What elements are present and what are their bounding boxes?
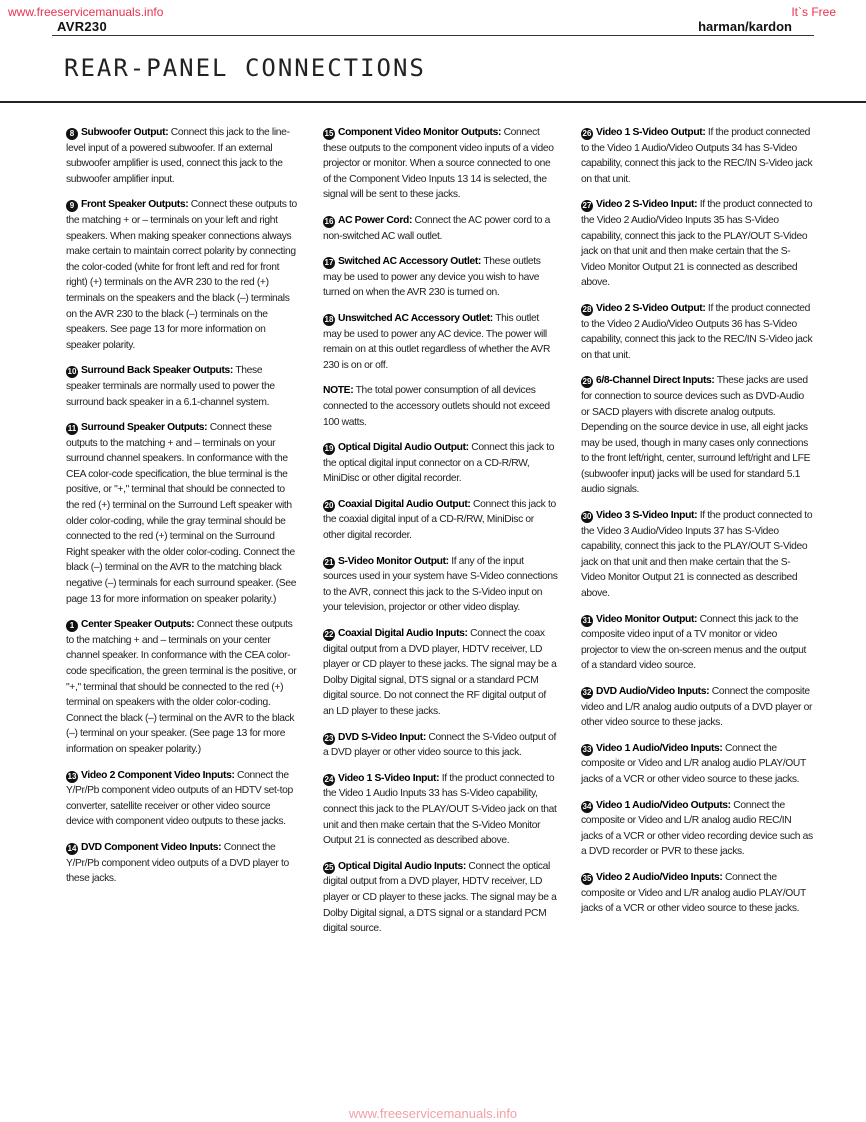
connection-item: [323, 383, 558, 430]
callout-number-icon: 20: [324, 500, 334, 510]
connection-description: If the product connected to the Video 2 Audio/Video Inputs 35 has S-Video capability, connect this jack to the PLAY/OUT S-Video jack on that unit and then make certain that the S-Video Monitor Output 21 is connected as described above.: [581, 199, 813, 289]
connection-item: [581, 301, 814, 363]
callout-number-icon: 23: [324, 733, 334, 743]
connection-label: Surround Speaker Outputs:: [81, 422, 208, 434]
connection-item: [581, 870, 814, 917]
callout-number-icon: 19: [324, 444, 334, 454]
callout-number-icon: 35: [582, 873, 592, 883]
connection-item: [323, 497, 558, 544]
connection-item: [581, 508, 814, 602]
connection-item: [581, 125, 814, 187]
connection-label: Video 2 S-Video Output:: [596, 302, 706, 314]
callout-number-icon: 28: [582, 304, 592, 314]
connection-description: Connect this jack to the composite video input of a TV monitor or video projector to view the on-screen menus and the output of a standard video source.: [581, 613, 807, 672]
callout-number-icon: 15: [324, 129, 334, 138]
connection-description: Connect the composite video and L/R analog audio outputs of a DVD player or other video source to these jacks.: [581, 686, 813, 729]
connection-label: DVD S-Video Input:: [338, 731, 426, 743]
connection-item: [323, 254, 558, 301]
callout-number-icon: 18: [324, 314, 334, 324]
watermark-top-left: www.freeservicemanuals.info: [8, 5, 164, 19]
connection-item: [581, 197, 814, 291]
connection-label: NOTE:: [323, 385, 354, 397]
connection-item: [581, 741, 814, 788]
connection-description: Connect the S-Video output of a DVD player or other video source to this jack.: [323, 731, 557, 759]
callout-number-icon: 16: [324, 216, 334, 226]
connection-label: Video 1 Audio/Video Outputs:: [596, 799, 731, 811]
connection-item: [323, 626, 558, 720]
connection-description: Connect the optical digital output from a DVD player, HDTV receiver, LD player or CD player to these jacks. The signal may be a Dolby Digital signal, a DTS signal or a standard PCM digital source.: [323, 860, 557, 935]
connection-description: If the product connected to the Video 1 Audio/Video Outputs 34 has S-Video capability, connect this jack to the REC/IN S-Video jack on that unit.: [581, 127, 813, 185]
connection-label: Video 3 S-Video Input:: [596, 510, 698, 522]
callout-number-icon: 30: [582, 512, 592, 522]
connection-label: S-Video Monitor Output:: [338, 555, 449, 567]
connection-item: [581, 798, 814, 860]
callout-number-icon: 21: [324, 557, 334, 567]
connection-item: [66, 197, 298, 353]
title-rule: [0, 101, 866, 103]
column-1: [66, 125, 298, 897]
connection-description: Connect these outputs to the matching + or – terminals on your left and right speakers. When making speaker connections always make certain to maintain correct polarity by connecting the color-coded (white for front left and red for front right) (+) terminals on the AVR 230 to the red (+) terminals on the speakers and the black (–) terminals on the AVR 230 to the black (–) terminals on the speakers. See page 13 for more information on speaker polarity.: [66, 199, 297, 351]
connection-description: Connect the Y/Pr/Pb component video outputs of a DVD player to these jacks.: [66, 841, 289, 885]
connection-item: [323, 125, 558, 203]
connection-description: Connect these outputs to the matching + and – terminals on your surround channel speakers. In conformance with the CEA color-code specification, the blue terminal is the positive, or "+," terminal that should be connected to the red (+) terminal on the Surround Left speaker with older color-coding, while the gray terminal should be connected to the red (+) terminal on the Surround Right speaker with the older color-coding. Connect the black (–) terminal on the AVR to the matching black negative (–) terminals for each surround speaker. (See page 13 for more information on speaker polarity.): [66, 422, 297, 605]
callout-number-icon: 27: [582, 201, 592, 211]
callout-number-icon: 22: [324, 630, 334, 640]
connection-label: Optical Digital Audio Inputs:: [338, 860, 466, 872]
callout-number-icon: 33: [582, 744, 592, 754]
callout-number-icon: 26: [582, 129, 592, 138]
callout-number-icon: 10: [67, 367, 77, 377]
connection-label: Video 1 S-Video Output:: [596, 127, 706, 138]
connection-description: Connect these outputs to the component video inputs of a video projector or monitor. When a source connected to one of the Component Video Inputs 13 14 is selected, the signal will be sent to these jacks.: [323, 127, 554, 201]
brand-name: harman/kardon: [698, 19, 792, 34]
connection-item: [323, 771, 558, 849]
connection-description: These speaker terminals are normally used to power the surround back speaker in a 6.1-channel system.: [66, 365, 275, 408]
connection-label: Switched AC Accessory Outlet:: [338, 256, 482, 268]
connection-label: Subwoofer Output:: [81, 127, 169, 138]
connection-label: Center Speaker Outputs:: [81, 619, 195, 631]
connection-label: AC Power Cord:: [338, 214, 413, 226]
connection-description: Connect this jack to the coaxial digital input of a CD-R/RW, MiniDisc or other digital recorder.: [323, 498, 556, 542]
connection-label: Video 2 Audio/Video Inputs:: [596, 871, 723, 883]
callout-number-icon: 8: [66, 128, 78, 140]
connection-label: 6/8-Channel Direct Inputs:: [596, 375, 715, 387]
connection-label: Surround Back Speaker Outputs:: [81, 365, 233, 377]
connection-label: Optical Digital Audio Output:: [338, 442, 469, 454]
connection-item: [66, 617, 298, 757]
connection-description: These jacks are used for connection to source devices such as DVD-Audio or SACD players with discrete analog outputs. Depending on the source device in use, all eight jacks may be used, though in many cases only connections to the front left/right, center, surround left/right and LFE (subwoofer input) jacks will be used for standard 5.1 audio signals.: [581, 375, 811, 496]
connection-label: Component Video Monitor Outputs:: [338, 127, 502, 138]
connection-item: [66, 768, 298, 830]
connection-label: Video 1 S-Video Input:: [338, 772, 440, 784]
connection-description: If the product connected to the Video 3 Audio/Video Inputs 37 has S-Video capability, connect this jack to the PLAY/OUT S-Video jack on that unit and then make certain that the S-Video Monitor Output 21 is connected as described above.: [581, 510, 813, 600]
connection-label: DVD Audio/Video Inputs:: [596, 686, 710, 697]
callout-number-icon: 11: [67, 424, 77, 434]
connection-item: [66, 420, 298, 607]
connection-description: If any of the input sources used in your system have S-Video connections to the AVR, connect this jack to the S-Video input on your television, projector or other video display.: [323, 555, 558, 614]
callout-number-icon: 9: [66, 200, 78, 212]
connection-item: [581, 373, 814, 498]
connection-description: Connect the composite or Video and L/R analog audio PLAY/OUT jacks of a VCR or other video source to these jacks.: [581, 871, 806, 915]
connection-item: [323, 213, 558, 244]
connection-label: Coaxial Digital Audio Inputs:: [338, 628, 468, 640]
connection-label: Video 2 Component Video Inputs:: [81, 769, 235, 781]
connection-item: [581, 612, 814, 674]
connection-description: If the product connected to the Video 1 Audio Inputs 33 has S-Video capability, connect this jack to the PLAY/OUT S-Video jack on that unit and then make certain that the S-Video Monitor Output 21 is connected as described above.: [323, 772, 557, 847]
connection-description: The total power consumption of all devices connected to the accessory outlets should not exceed 100 watts.: [323, 385, 550, 428]
callout-number-icon: 34: [582, 801, 592, 811]
connection-item: [323, 859, 558, 937]
connection-description: Connect the Y/Pr/Pb component video outputs of an HDTV set-top converter, satellite receiver or other video source device with component video outputs to these jacks.: [66, 769, 293, 828]
column-2: [323, 125, 558, 947]
callout-number-icon: 25: [324, 862, 334, 872]
connection-description: These outlets may be used to power any device you wish to have turned on when the AVR 230 is turned on.: [323, 256, 541, 299]
callout-number-icon: 32: [582, 688, 592, 697]
connection-item: [66, 125, 298, 187]
callout-number-icon: 17: [324, 258, 334, 268]
connection-description: Connect the composite or Video and L/R analog audio PLAY/OUT jacks of a VCR or other video source to these jacks.: [581, 742, 806, 785]
connection-label: Video 1 Audio/Video Inputs:: [596, 742, 723, 754]
watermark-top-right: It`s Free: [791, 5, 836, 19]
watermark-bottom: www.freeservicemanuals.info: [348, 1106, 518, 1121]
connection-label: Video 2 S-Video Input:: [596, 199, 698, 211]
connection-item: [323, 730, 558, 761]
connection-item: [66, 363, 298, 410]
connection-item: [66, 840, 298, 887]
connection-description: Connect the AC power cord to a non-switched AC wall outlet.: [323, 214, 551, 242]
connection-description: If the product connected to the Video 2 Audio/Video Outputs 36 has S-Video capability, connect this jack to the REC/IN S-Video jack on that unit.: [581, 302, 813, 361]
model-name: AVR230: [57, 19, 107, 34]
column-3: [581, 125, 814, 927]
connection-item: [323, 311, 558, 373]
callout-number-icon: 14: [67, 843, 77, 853]
connection-description: Connect this jack to the line-level input of a powered subwoofer. If an external subwoofer amplifier is used, connect this jack to the subwoofer amplifier input.: [66, 127, 290, 185]
connection-item: [323, 554, 558, 616]
callout-number-icon: 31: [582, 615, 592, 625]
connection-label: DVD Component Video Inputs:: [81, 841, 222, 853]
connection-description: Connect the coax digital output from a DVD player, HDTV receiver, LD player or CD player to these jacks. The signal may be a Dolby Digital signal, DTS signal or a standard PCM digital source. Do not connect the RF digital output of an LD player to these jacks.: [323, 628, 557, 717]
connection-description: Connect these outputs to the matching + and – terminals on your center channel speaker. In conformance with the CEA color-code specification, the green terminal is the positive, or "+," terminal that should be connected to the red (+) terminal on speakers with the older color-coding. Connect the black (–) terminal on the AVR to the black (–) terminal on your speaker. (See page 13 for more information on speaker polarity.): [66, 619, 297, 755]
connection-item: [323, 440, 558, 487]
connection-label: Unswitched AC Accessory Outlet:: [338, 312, 493, 324]
connection-description: Connect this jack to the optical digital input connector on a CD-R/RW, MiniDisc or other digital recorder.: [323, 442, 555, 485]
connection-description: Connect the composite or Video and L/R analog audio REC/IN jacks of a VCR or other video recording device such as a DVD recorder or PVR to these jacks.: [581, 799, 813, 858]
callout-number-icon: 13: [67, 771, 77, 781]
page-title: REAR-PANEL CONNECTIONS: [64, 54, 426, 82]
callout-number-icon: 29: [582, 377, 592, 387]
connection-label: Front Speaker Outputs:: [81, 199, 189, 211]
connection-label: Coaxial Digital Audio Output:: [338, 498, 471, 510]
callout-number-icon: 1: [66, 620, 78, 632]
connection-item: [581, 684, 814, 731]
connection-description: This outlet may be used to power any AC device. The power will remain on at this outlet regardless of whether the AVR 230 is on or off.: [323, 312, 551, 371]
callout-number-icon: 24: [324, 774, 334, 784]
header-rule: [52, 35, 814, 36]
connection-label: Video Monitor Output:: [596, 613, 698, 625]
